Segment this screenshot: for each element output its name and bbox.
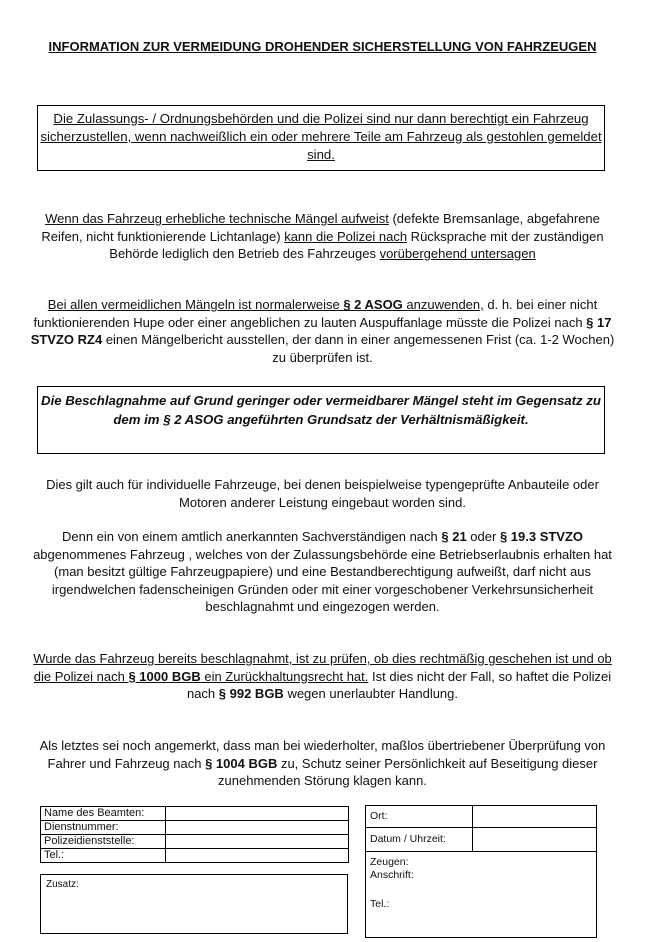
paragraph-individuell: [30, 476, 615, 511]
form-row: [41, 835, 349, 849]
para1-c: kann die Polizei nach: [284, 228, 408, 244]
dienststelle-label: Polizeidienststelle:: [41, 835, 166, 849]
zusatz-field[interactable]: [40, 874, 348, 934]
datum-label: Datum / Uhrzeit:: [370, 833, 446, 845]
para6-c: zu, Schutz seiner Persönlichkeit auf Beseitigung dieser zunehmenden Störung klagen kann.: [218, 755, 598, 788]
page-title: INFORMATION ZUR VERMEIDUNG DROHENDER SICHERSTELLUNG VON FAHRZEUGEN: [48, 39, 597, 54]
para4-a: Denn ein von einem amtlich anerkannten Sachverständigen nach: [61, 529, 442, 544]
ort-row[interactable]: [366, 806, 596, 828]
paragraph-sachverstaendige: [30, 528, 615, 616]
datum-row[interactable]: [366, 828, 596, 852]
para4-e: abgenommenes Fahrzeug , welches von der Zulassungsbehörde eine Betriebserlaubnis erhalten hat (man besitzt gültige Fahrzeugpapiere) und eine Bestandberechtigung aufweißt, darf nicht aus irgendwelchen fadenscheinigen Gründen oder mit einer vorgeschobener Verkehrsunsicherheit beschlagnahmt und eingezogen werden.: [33, 546, 612, 614]
para3-text: Dies gilt auch für individuelle Fahrzeuge, bei denen beispielweise typengeprüfte Anbauteile oder Motoren anderer Leistung eingebaut worden sind.: [46, 477, 599, 510]
para2-c: anzuwenden,: [402, 297, 484, 312]
paragraph-beschlagnahmt: [30, 650, 615, 703]
tel2-label: Tel.:: [370, 898, 390, 910]
para1-d: Rücksprache mit der zuständigen Behörde lediglich den Betrieb des Fahrzeuges: [109, 228, 604, 261]
para2-e: § 17 STVZO RZ4: [30, 314, 612, 347]
para1-e: vorübergehend untersagen: [379, 246, 536, 261]
para1-a: Wenn das Fahrzeug erhebliche technische Mängel aufweist: [45, 211, 389, 226]
para5-b: § 1000 BGB: [128, 668, 201, 684]
para4-b: § 21: [441, 529, 467, 544]
para6-a: Als letztes sei noch angemerkt, dass man bei wiederholter, maßlos übertriebener Überprüfung von Fahrer und Fahrzeug nach: [39, 738, 606, 771]
para4-d: § 19.3 STVZO: [499, 529, 584, 544]
para2-f: einen Mängelbericht ausstellen, der dann in einer angemessenen Frist (ca. 1-2 Wochen) zu überprüfen ist.: [102, 332, 615, 365]
para4-c: oder: [466, 529, 500, 544]
para2-d: d. h. bei einer nicht funktionierenden Hupe oder einer angeblichen zu lauten Auspuffanlage müsste die Polizei nach: [33, 297, 598, 330]
form-row: [41, 821, 349, 835]
paragraph-maengel: [30, 210, 615, 263]
paragraph-asog: [30, 296, 615, 366]
para5-f: wegen unerlaubter Handlung.: [283, 686, 459, 701]
ort-label: Ort:: [370, 810, 388, 822]
para5-c: ein Zurückhaltungsrecht hat.: [200, 668, 369, 684]
para2-a: Bei allen vermeidlichen Mängeln ist normalerweise: [47, 297, 344, 312]
zeugen-label: Zeugen:: [370, 856, 409, 868]
notice-box-sicherstellung: [37, 105, 605, 171]
para5-d: Ist dies nicht der Fall, so haftet die Polizei nach: [186, 668, 612, 701]
location-witness-box: [365, 805, 597, 938]
form-row: [41, 849, 349, 863]
notice-box-beschlagnahme: [37, 386, 605, 454]
para6-b: § 1004 BGB: [205, 755, 278, 771]
dienstnummer-label: Dienstnummer:: [41, 821, 166, 835]
name-field[interactable]: [166, 807, 349, 821]
paragraph-abschluss: [30, 737, 615, 790]
para2-b: § 2 ASOG: [343, 297, 403, 312]
dienststelle-field[interactable]: [166, 835, 349, 849]
name-label: Name des Beamten:: [41, 807, 166, 821]
zusatz-label: Zusatz:: [46, 879, 79, 890]
tel-label: Tel.:: [41, 849, 166, 863]
para5-a: Wurde das Fahrzeug bereits beschlagnahmt, ist zu prüfen, ob dies rechtmäßig geschehen ist und ob die Polizei nach: [33, 651, 612, 684]
dienstnummer-field[interactable]: [166, 821, 349, 835]
anschrift-label: Anschrift:: [370, 869, 414, 881]
tel-field[interactable]: [166, 849, 349, 863]
officer-form-table: [40, 806, 349, 863]
box2-text: Die Beschlagnahme auf Grund geringer oder vermeidbarer Mängel steht im Gegensatz zu dem im § 2 ASOG angeführten Grundsatz der Verhältnismäßigkeit.: [41, 393, 601, 427]
para1-b: (defekte Bremsanlage, abgefahrene Reifen, nicht funktionierende Lichtanlage): [41, 211, 600, 244]
notice-text: Die Zulassungs- / Ordnungsbehörden und die Polizei sind nur dann berechtigt ein Fahrzeug sicherzustellen, wenn nachweißlich ein oder mehrere Teile am Fahrzeug als gestohlen gemeldet sind.: [40, 111, 602, 162]
para5-e: § 992 BGB: [218, 686, 284, 701]
form-row: [41, 807, 349, 821]
